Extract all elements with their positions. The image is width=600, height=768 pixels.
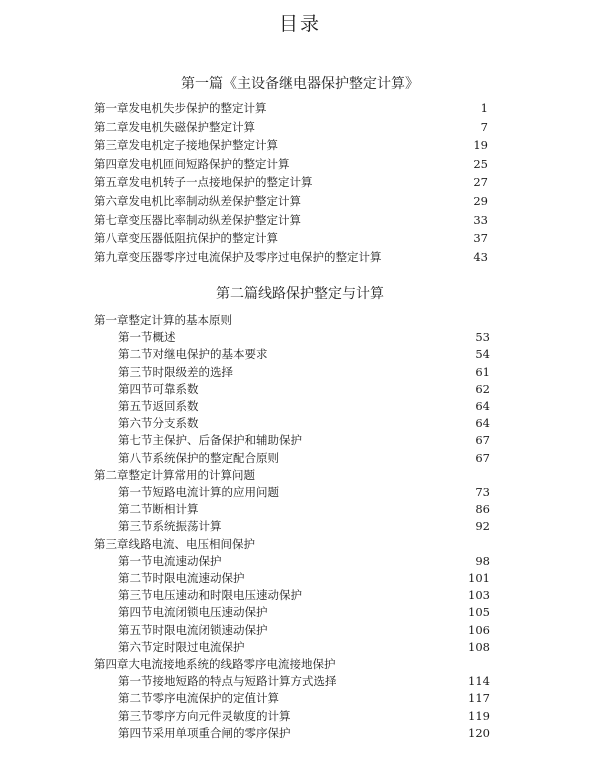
entry-title: 第三章线路电流、电压相间保护 [94,536,255,551]
toc-chapter-entry[interactable] [0,193,600,210]
entry-page-number: 67 [475,450,490,465]
toc-section-entry[interactable] [0,518,600,535]
entry-page-number: 108 [468,639,490,654]
entry-title: 第一节电流速动保护 [118,553,222,568]
entry-title: 第五章发电机转子一点接地保护的整定计算 [94,175,313,190]
toc-chapter-entry[interactable] [0,230,600,247]
part-title: 第一篇《主设备继电器保护整定计算》 [181,76,419,92]
entry-page-number: 1 [480,101,488,115]
entry-title: 第七节主保护、后备保护和辅助保护 [118,433,302,448]
entry-page-number: 37 [473,231,488,246]
entry-title: 第四节采用单项重合闸的零序保护 [118,725,291,740]
entry-page-number: 103 [468,588,490,603]
entry-title: 第九章变压器零序过电流保护及零序过电保护的整定计算 [94,249,382,264]
toc-chapter-entry[interactable] [0,119,600,136]
entry-page-number: 119 [468,708,490,723]
toc-section-entry[interactable] [0,570,600,587]
toc-section-entry[interactable] [0,708,600,725]
toc-chapter-entry[interactable] [0,137,600,154]
toc-section-entry[interactable] [0,450,600,467]
entry-title: 第三节系统振荡计算 [118,519,222,534]
entry-title: 第四章大电流接地系统的线路零序电流接地保护 [94,657,336,671]
entry-page-number: 92 [475,519,490,534]
entry-title: 第四章发电机匝间短路保护的整定计算 [94,156,290,171]
entry-title: 第一节概述 [118,330,176,345]
toc-chapter-entry[interactable] [0,467,600,484]
entry-page-number: 106 [468,622,490,637]
entry-title: 第三节零序方向元件灵敏度的计算 [118,708,291,723]
entry-page-number: 117 [468,691,490,706]
entry-title: 第四节电流闭锁电压速动保护 [118,605,268,620]
entry-title: 第一章发电机失步保护的整定计算 [94,101,267,115]
entry-page-number: 73 [475,485,490,499]
entry-title: 第七章变压器比率制动纵差保护整定计算 [94,212,301,227]
toc-chapter-entry[interactable] [0,156,600,173]
entry-title: 第八节系统保护的整定配合原则 [118,450,279,465]
entry-page-number: 43 [473,249,488,264]
entry-title: 第一节接地短路的特点与短路计算方式选择 [118,674,337,689]
toc-chapter-entry[interactable] [0,536,600,553]
toc-chapter-entry[interactable] [0,312,600,329]
entry-page-number: 27 [473,175,488,190]
entry-title: 第三节时限级差的选择 [118,364,233,379]
entry-page-number: 64 [475,399,490,413]
toc-section-entry[interactable] [0,415,600,432]
entry-title: 第三章发电机定子接地保护整定计算 [94,138,278,153]
toc-section-entry[interactable] [0,690,600,707]
entry-page-number: 54 [475,347,490,362]
entry-page-number: 33 [473,212,488,227]
toc-chapter-entry[interactable] [0,100,600,117]
entry-page-number: 62 [475,381,490,396]
entry-page-number: 120 [468,725,490,740]
entry-title: 第五节时限电流闭锁速动保护 [118,622,268,637]
toc-section-entry[interactable] [0,501,600,518]
part-title: 第二篇线路保护整定与计算 [216,286,384,302]
entry-title: 第四节可靠系数 [118,381,199,396]
toc-section-entry[interactable] [0,673,600,690]
toc-section-entry[interactable] [0,587,600,604]
entry-page-number: 64 [475,416,490,431]
toc-section-entry[interactable] [0,639,600,656]
entry-title: 第二章发电机失磁保护整定计算 [94,119,255,134]
entry-page-number: 19 [473,138,488,153]
entry-page-number: 101 [468,571,490,585]
toc-section-entry[interactable] [0,725,600,742]
entry-title: 第一节短路电流计算的应用问题 [118,485,279,499]
entry-title: 第六章发电机比率制动纵差保护整定计算 [94,194,301,208]
entry-page-number: 25 [473,156,488,171]
entry-title: 第二节断相计算 [118,502,199,517]
entry-title: 第二节零序电流保护的定值计算 [118,691,279,706]
toc-section-entry[interactable] [0,346,600,363]
entry-title: 第八章变压器低阻抗保护的整定计算 [94,231,278,246]
entry-page-number: 105 [468,605,490,620]
entry-title: 第二节对继电保护的基本要求 [118,347,268,362]
entry-page-number: 114 [468,674,490,689]
entry-title: 第一章整定计算的基本原则 [94,313,232,327]
toc-section-entry[interactable] [0,432,600,449]
toc-chapter-entry[interactable] [0,656,600,673]
entry-title: 第二章整定计算常用的计算问题 [94,467,255,482]
entry-title: 第三节电压速动和时限电压速动保护 [118,588,302,603]
entry-page-number: 7 [480,119,488,134]
entry-page-number: 61 [475,364,490,379]
page-title: 目录 [278,13,321,35]
entry-page-number: 98 [475,553,490,568]
entry-page-number: 29 [473,194,488,208]
toc-chapter-entry[interactable] [0,212,600,229]
toc-section-entry[interactable] [0,604,600,621]
entry-title: 第五节返回系数 [118,399,199,413]
toc-section-entry[interactable] [0,364,600,381]
toc-chapter-entry[interactable] [0,249,600,266]
entry-page-number: 86 [475,502,490,517]
toc-chapter-entry[interactable] [0,174,600,191]
entry-title: 第二节时限电流速动保护 [118,571,245,585]
toc-section-entry[interactable] [0,553,600,570]
toc-section-entry[interactable] [0,622,600,639]
toc-section-entry[interactable] [0,381,600,398]
entry-page-number: 53 [475,330,490,345]
toc-section-entry[interactable] [0,484,600,501]
toc-section-entry[interactable] [0,329,600,346]
toc-section-entry[interactable] [0,398,600,415]
entry-title: 第六节分支系数 [118,416,199,431]
entry-title: 第六节定时限过电流保护 [118,639,245,654]
entry-page-number: 67 [475,433,490,448]
